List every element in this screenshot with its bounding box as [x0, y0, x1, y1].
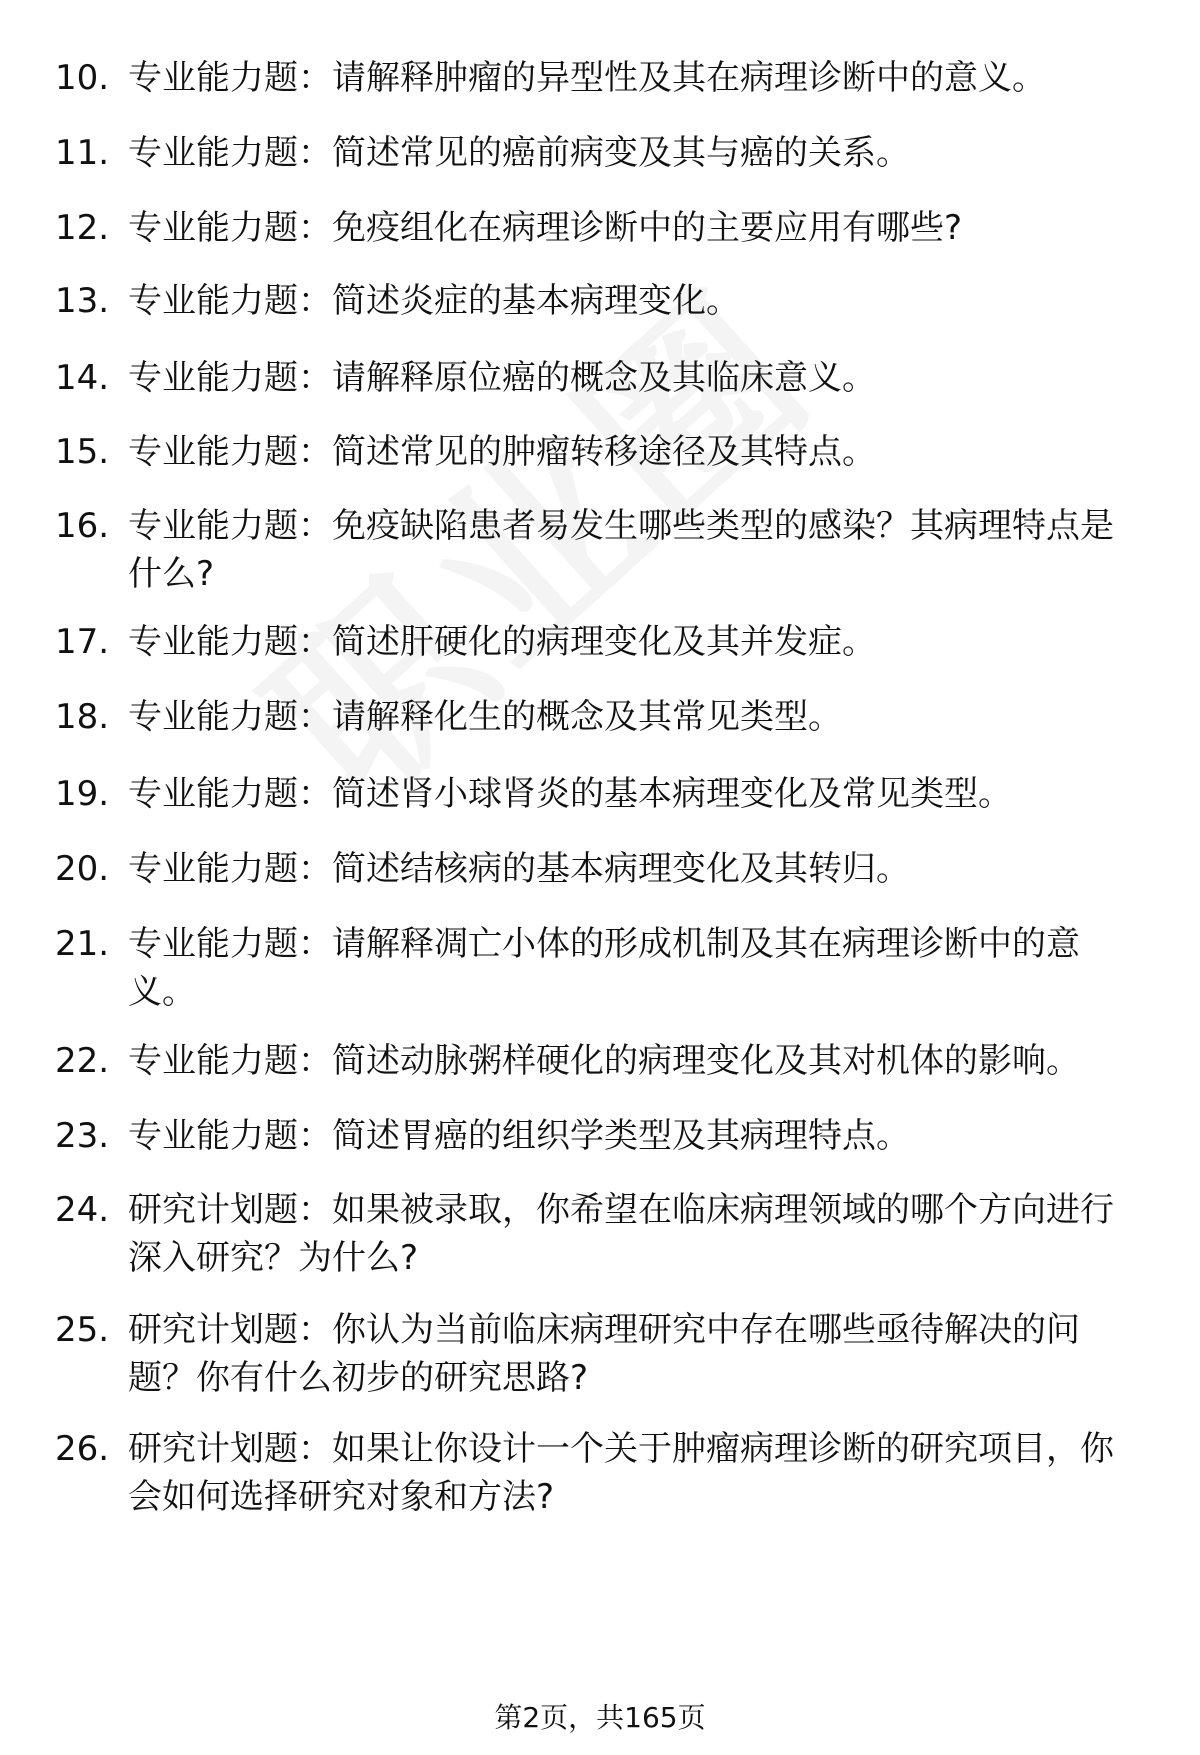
question-text: 专业能力题：请解释肿瘤的异型性及其在病理诊断中的意义。 [128, 58, 1046, 98]
question-text: 专业能力题：免疫组化在病理诊断中的主要应用有哪些? [128, 208, 963, 248]
page-footer: 第2页，共165页 [494, 1701, 706, 1734]
question-number: 10. [55, 58, 110, 98]
question-text: 研究计划题：你认为当前临床病理研究中存在哪些亟待解决的问题？你有什么初步的研究思路? [128, 1310, 1080, 1398]
question-text: 专业能力题：简述肝硬化的病理变化及其并发症。 [128, 622, 876, 662]
question-text: 专业能力题：简述肾小球肾炎的基本病理变化及常见类型。 [128, 774, 1012, 814]
question-text: 专业能力题：请解释原位癌的概念及其临床意义。 [128, 358, 876, 398]
question-number: 11. [55, 133, 110, 173]
question-text: 专业能力题：简述动脉粥样硬化的病理变化及其对机体的影响。 [128, 1041, 1080, 1081]
question-text: 专业能力题：免疫缺陷患者易发生哪些类型的感染？其病理特点是什么? [128, 506, 1114, 594]
question-text: 专业能力题：简述炎症的基本病理变化。 [128, 281, 740, 321]
question-number: 26. [55, 1429, 110, 1469]
question-number: 25. [55, 1310, 110, 1350]
question-text: 专业能力题：简述常见的肿瘤转移途径及其特点。 [128, 432, 876, 472]
question-number: 13. [55, 281, 110, 321]
question-number: 17. [55, 622, 110, 662]
question-number: 21. [55, 924, 110, 964]
question-text: 专业能力题：简述结核病的基本病理变化及其转归。 [128, 849, 910, 889]
question-number: 20. [55, 849, 110, 889]
question-text: 专业能力题：请解释凋亡小体的形成机制及其在病理诊断中的意义。 [128, 924, 1080, 1012]
question-number: 22. [55, 1041, 110, 1081]
question-number: 16. [55, 506, 110, 546]
question-number: 18. [55, 697, 110, 737]
question-text: 专业能力题：简述胃癌的组织学类型及其病理特点。 [128, 1116, 910, 1156]
question-text: 专业能力题：简述常见的癌前病变及其与癌的关系。 [128, 133, 910, 173]
question-text: 专业能力题：请解释化生的概念及其常见类型。 [128, 697, 842, 737]
question-text: 研究计划题：如果让你设计一个关于肿瘤病理诊断的研究项目，你会如何选择研究对象和方法? [128, 1429, 1114, 1517]
question-number: 24. [55, 1190, 110, 1230]
question-number: 19. [55, 774, 110, 814]
question-number: 14. [55, 358, 110, 398]
question-number: 12. [55, 208, 110, 248]
question-number: 15. [55, 432, 110, 472]
question-text: 研究计划题：如果被录取，你希望在临床病理领域的哪个方向进行深入研究？为什么? [128, 1190, 1114, 1278]
question-number: 23. [55, 1116, 110, 1156]
